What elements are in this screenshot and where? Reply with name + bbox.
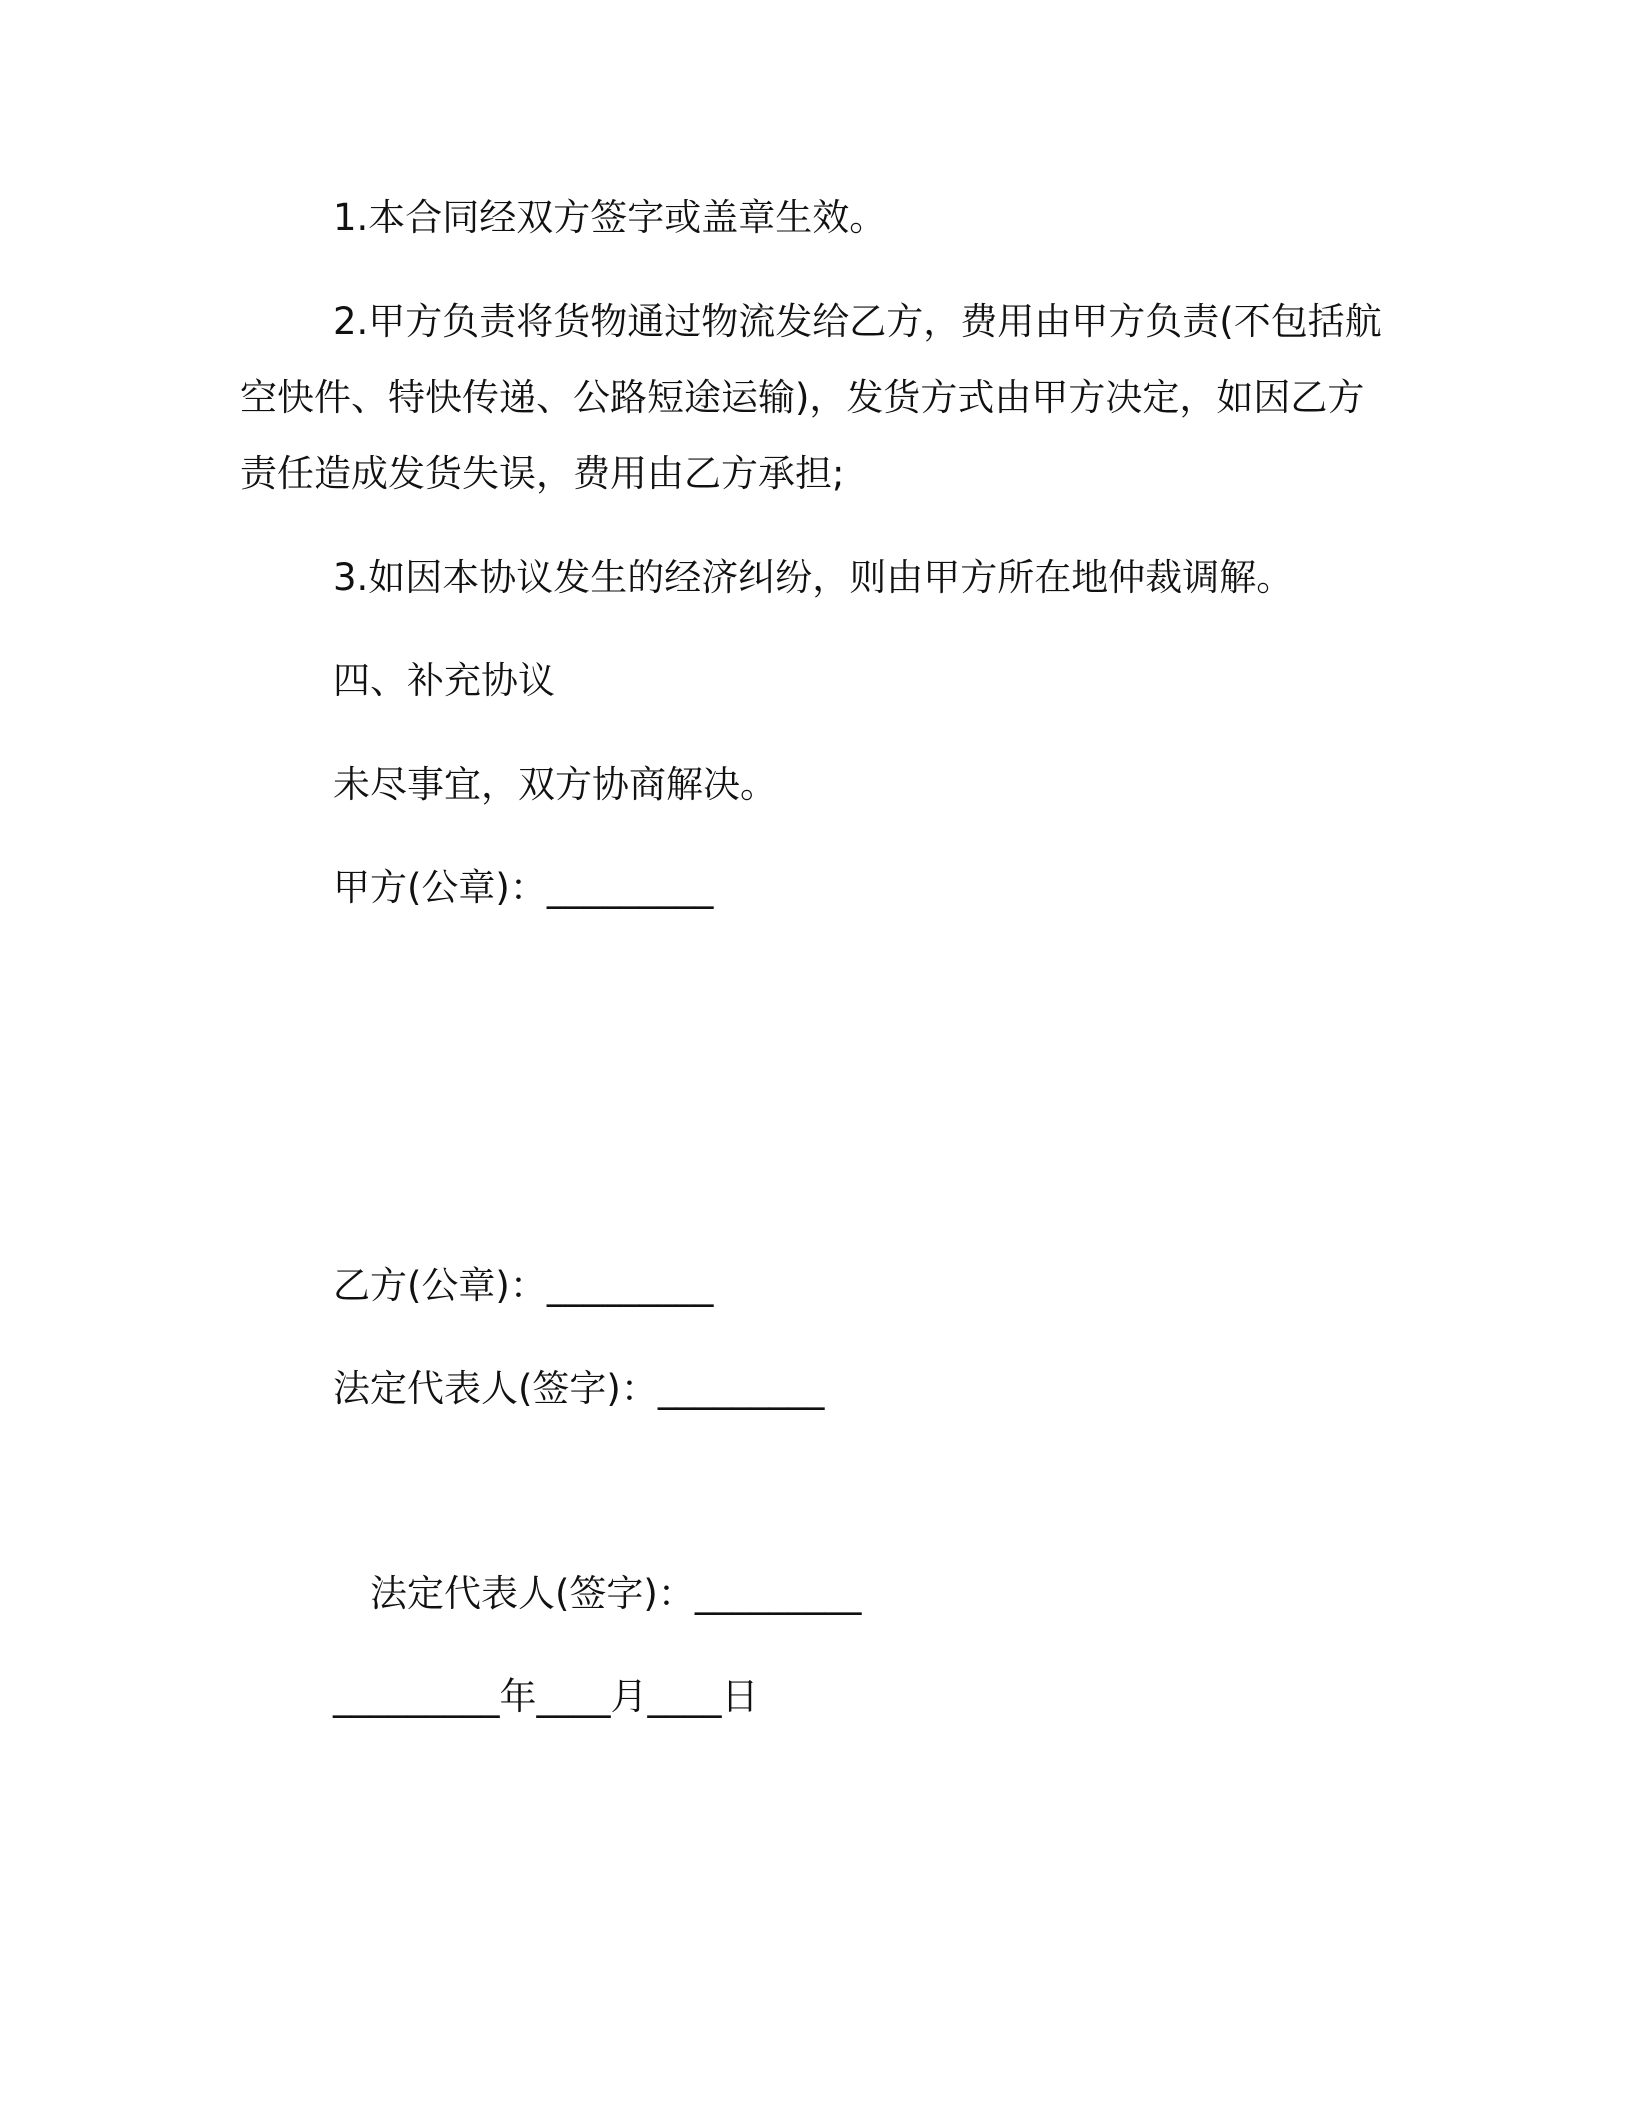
- clause-1: 1.本合同经双方签字或盖章生效。: [333, 196, 887, 239]
- legal-rep-signature-line-1: 法定代表人(签字)：_________: [333, 1367, 825, 1410]
- party-a-seal-line: 甲方(公章)：_________: [333, 866, 714, 909]
- supplement-text: 未尽事宜，双方协商解决。: [333, 763, 777, 806]
- clause-3: 3.如因本协议发生的经济纠纷，则由甲方所在地仲裁调解。: [333, 556, 1294, 599]
- party-b-seal-line: 乙方(公章)：_________: [333, 1264, 714, 1307]
- date-line: _________年____月____日: [333, 1675, 759, 1718]
- clause-2-line-1: 2.甲方负责将货物通过物流发给乙方，费用由甲方负责(不包括航: [333, 300, 1382, 343]
- supplement-heading: 四、补充协议: [333, 659, 555, 702]
- legal-rep-signature-line-2: 法定代表人(签字)：_________: [370, 1572, 862, 1615]
- clause-2-line-2: 空快件、特快传递、公路短途运输)，发货方式由甲方决定，如因乙方: [240, 376, 1365, 419]
- clause-2-line-3: 责任造成发货失误，费用由乙方承担;: [240, 452, 845, 495]
